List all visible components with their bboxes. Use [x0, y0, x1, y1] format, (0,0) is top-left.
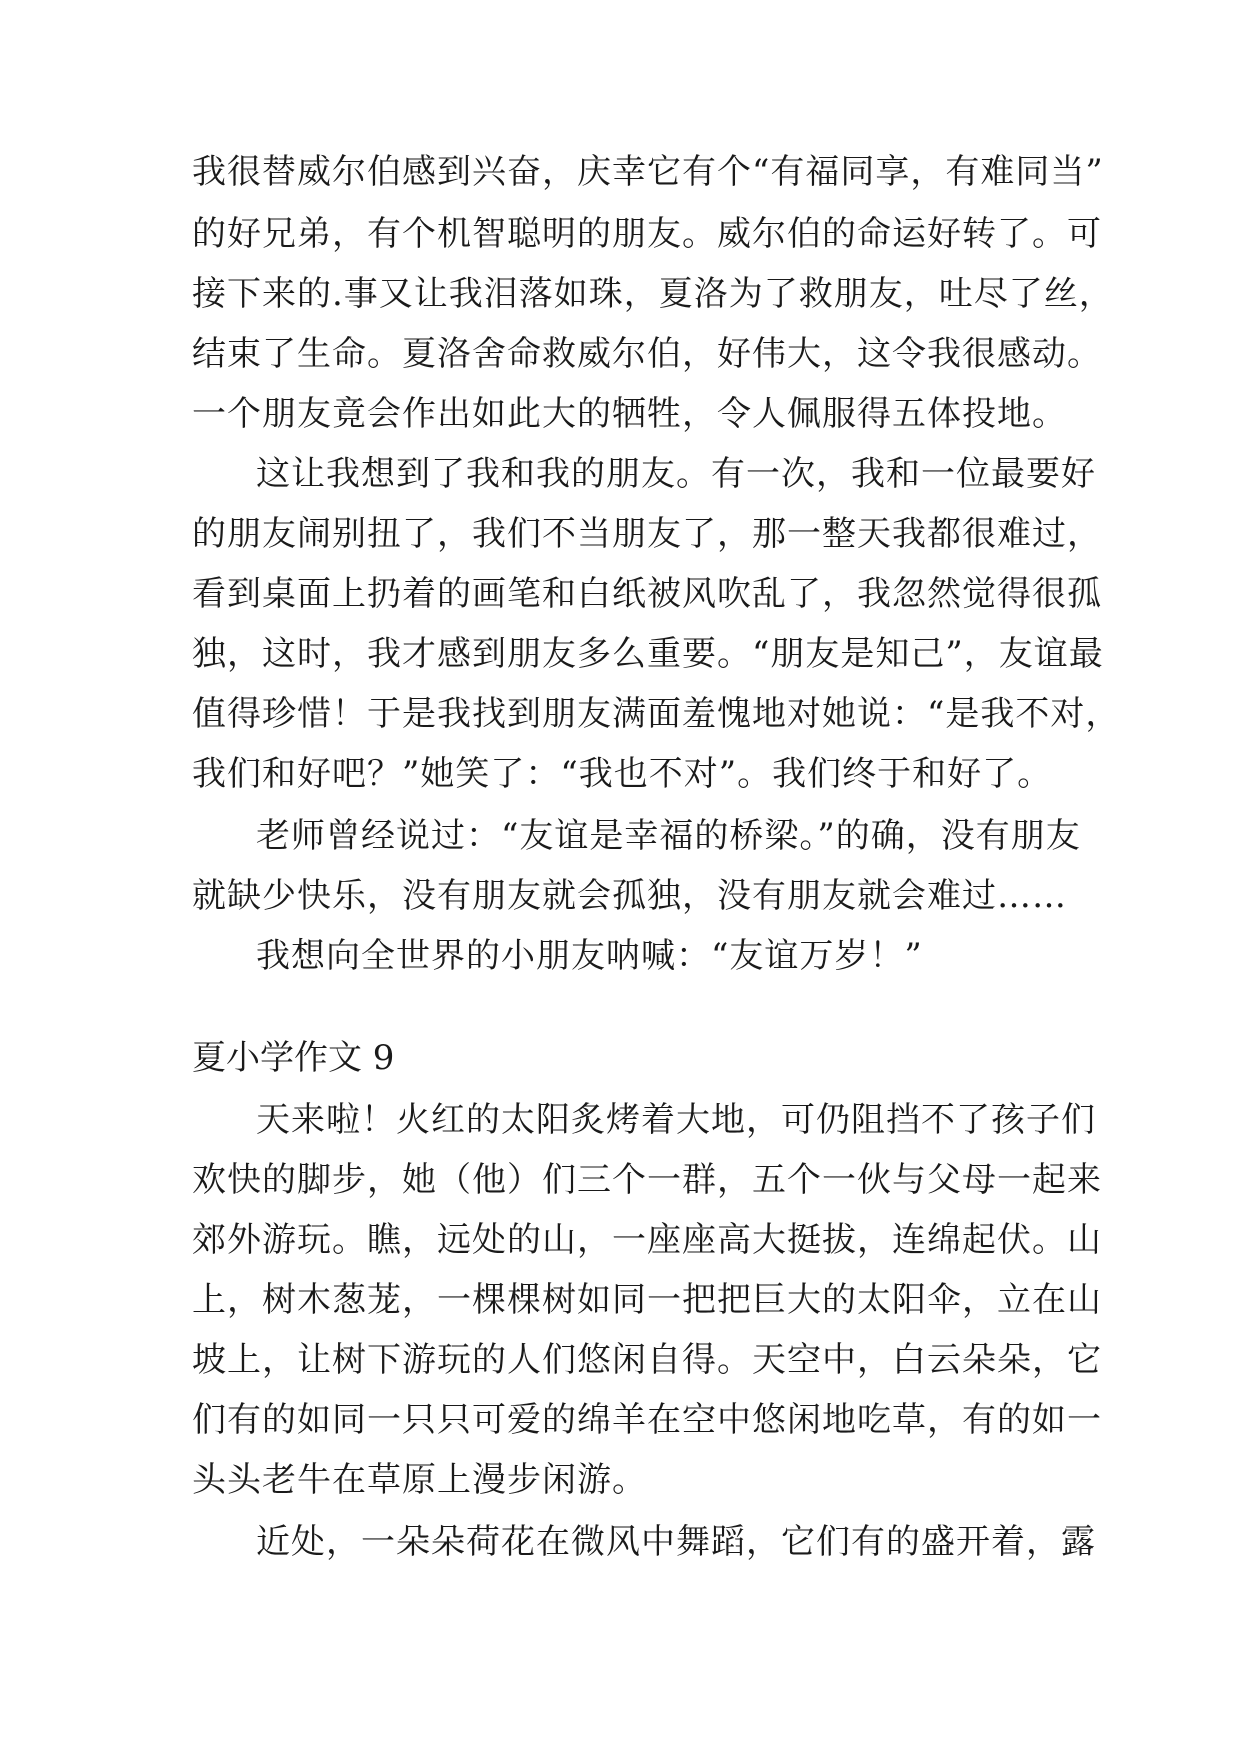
text-line: 头头老牛在草原上漫步闲游。 — [192, 1460, 647, 1500]
section-title: 夏小学作文 9 — [192, 1038, 395, 1078]
text-line: 就缺少快乐，没有朋友就会孤独，没有朋友就会难过…… — [192, 876, 1067, 916]
paragraph-start-line: 老师曾经说过：“友谊是幸福的桥梁。”的确，没有朋友 — [256, 816, 1081, 856]
text-line: 的好兄弟，有个机智聪明的朋友。威尔伯的命运好转了。可 — [192, 214, 1102, 254]
text-line: 郊外游玩。瞧，远处的山，一座座高大挺拔，连绵起伏。山 — [192, 1220, 1102, 1260]
text-line: 的朋友闹别扭了，我们不当朋友了，那一整天我都很难过， — [192, 514, 1102, 554]
text-line: 看到桌面上扔着的画笔和白纸被风吹乱了，我忽然觉得很孤 — [192, 574, 1102, 614]
text-line: 坡上，让树下游玩的人们悠闲自得。天空中，白云朵朵，它 — [192, 1340, 1102, 1380]
text-line: 我很替威尔伯感到兴奋，庆幸它有个“有福同享，有难同当” — [192, 152, 1104, 192]
text-line: 我们和好吧？”她笑了：“我也不对”。我们终于和好了。 — [192, 754, 1053, 794]
paragraph-start-line: 天来啦！火红的太阳炙烤着大地，可仍阻挡不了孩子们 — [256, 1100, 1096, 1140]
text-line: 们有的如同一只只可爱的绵羊在空中悠闲地吃草，有的如一 — [192, 1400, 1102, 1440]
text-line: 一个朋友竟会作出如此大的牺牲，令人佩服得五体投地。 — [192, 394, 1067, 434]
paragraph-start-line: 近处，一朵朵荷花在微风中舞蹈，它们有的盛开着，露 — [256, 1522, 1096, 1562]
text-line: 欢快的脚步，她（他）们三个一群，五个一伙与父母一起来 — [192, 1160, 1102, 1200]
text-line: 独，这时，我才感到朋友多么重要。“朋友是知己”，友谊最 — [192, 634, 1104, 674]
text-line: 接下来的.事又让我泪落如珠，夏洛为了救朋友，吐尽了丝， — [192, 274, 1114, 314]
text-line: 结束了生命。夏洛舍命救威尔伯，好伟大，这令我很感动。 — [192, 334, 1102, 374]
text-line: 值得珍惜！于是我找到朋友满面羞愧地对她说：“是我不对， — [192, 694, 1121, 734]
paragraph-start-line: 我想向全世界的小朋友呐喊：“友谊万岁！” — [256, 936, 923, 976]
text-line: 上，树木葱茏，一棵棵树如同一把把巨大的太阳伞，立在山 — [192, 1280, 1102, 1320]
paragraph-start-line: 这让我想到了我和我的朋友。有一次，我和一位最要好 — [256, 454, 1096, 494]
